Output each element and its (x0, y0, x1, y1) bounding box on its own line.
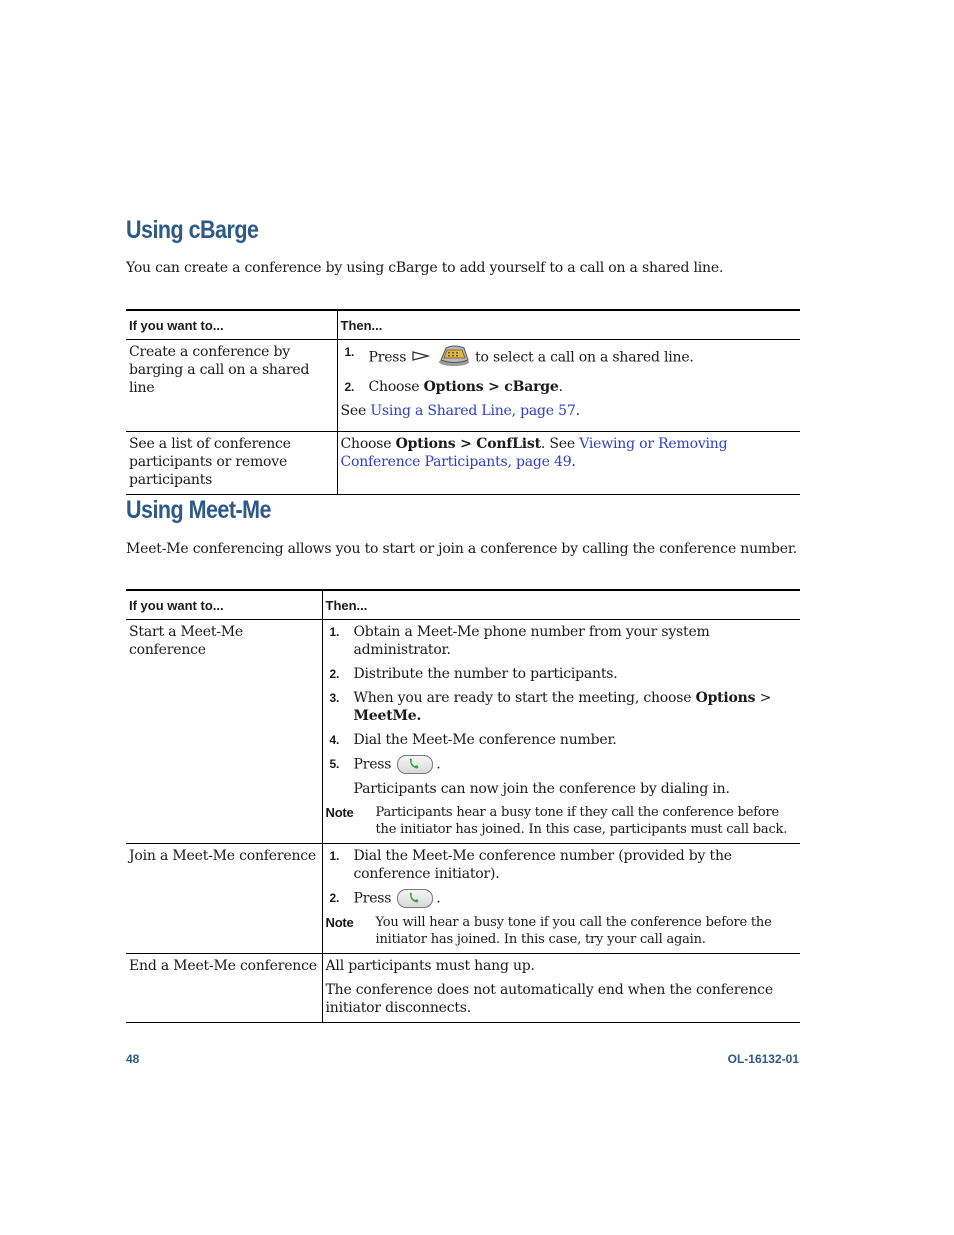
cbarge-row2-then: Choose Options > ConfList. See Viewing or Removing Conference Participants, page 49. (337, 432, 800, 495)
meetme-table (126, 589, 800, 1023)
meetme-end-then: All participants must hang up. The conference does not automatically end when the conference initiator disconnects. (322, 954, 800, 1023)
table-row (126, 844, 800, 954)
meetme-start-want: Start a Meet-Me conference (126, 620, 322, 844)
table-row (126, 620, 800, 844)
call-phone-icon (397, 889, 433, 908)
meetme-join-want: Join a Meet-Me conference (126, 844, 322, 954)
section-title-cbarge: Using cBarge (126, 216, 259, 244)
list-item: 4. Dial the Meet-Me conference number. (329, 732, 617, 748)
table-row (126, 340, 800, 432)
table-row (126, 432, 800, 495)
meetme-col-then: Then... (322, 590, 800, 620)
cbarge-row1-then: 1. Press to select a call on a shared line. 2. Choose Options > cBarge. See Using a Shared Line, page 57. (337, 340, 800, 432)
meetme-intro: Meet-Me conferencing allows you to start or join a conference by calling the conference number. (126, 541, 798, 557)
list-item: 2. Press . (329, 890, 441, 907)
call-phone-icon (397, 755, 433, 774)
meetme-join-then (322, 844, 800, 954)
link-viewing-removing-participants[interactable]: Viewing or Removing Conference Participants, page 49 (340, 436, 728, 470)
meetme-start-then: 1. Obtain a Meet-Me phone number from your system administrator. 2. Distribute the number to participants. 3. When you are ready to start the meeting, choose Options > MeetMe. 4. Dial the Meet-Me conference number. 5. Press . Participants can now join the conference by dialing in. Note Participants hear a busy tone if they call the conference before the initiator has joined. In this case, participants must call back. (322, 620, 800, 844)
cbarge-row2-want: See a list of conference participants or remove participants (126, 432, 337, 495)
list-item: 2. Distribute the number to participants. (329, 666, 618, 682)
cbarge-table (126, 309, 800, 495)
list-item: 5. Press . (329, 756, 441, 773)
list-item: 1. Obtain a Meet-Me phone number from your system administrator. (329, 624, 710, 658)
select-arrow-icon (411, 349, 431, 367)
meetme-col-want: If you want to... (126, 590, 322, 620)
link-using-shared-line[interactable]: Using a Shared Line, page 57 (370, 403, 576, 419)
conference-phone-icon (435, 343, 471, 372)
page-number: 48 (126, 1052, 140, 1066)
list-item: 3. When you are ready to start the meeting, choose Options > MeetMe. (329, 690, 772, 724)
list-item: 1. Press to select a call on a shared line. (341, 343, 798, 372)
section-title-meetme: Using Meet-Me (126, 496, 272, 524)
cbarge-col-then: Then... (337, 310, 800, 340)
cbarge-row1-want: Create a conference by barging a call on a shared line (126, 340, 337, 432)
list-item: 1. Dial the Meet-Me conference number (provided by the conference initiator). (329, 848, 732, 882)
meetme-end-want: End a Meet-Me conference (126, 954, 322, 1023)
table-row (126, 954, 800, 1023)
cbarge-col-want: If you want to... (126, 310, 337, 340)
note: Note Participants hear a busy tone if they call the conference before the initiator has joined. In this case, participants must call back. (325, 805, 788, 837)
cbarge-intro: You can create a conference by using cBarge to add yourself to a call on a shared line. (126, 260, 724, 276)
note: Note You will hear a busy tone if you call the conference before the initiator has joined. In this case, try your call again. (325, 915, 772, 947)
list-item: 2. Choose Options > cBarge. (344, 379, 563, 395)
document-id: OL-16132-01 (727, 1052, 799, 1066)
